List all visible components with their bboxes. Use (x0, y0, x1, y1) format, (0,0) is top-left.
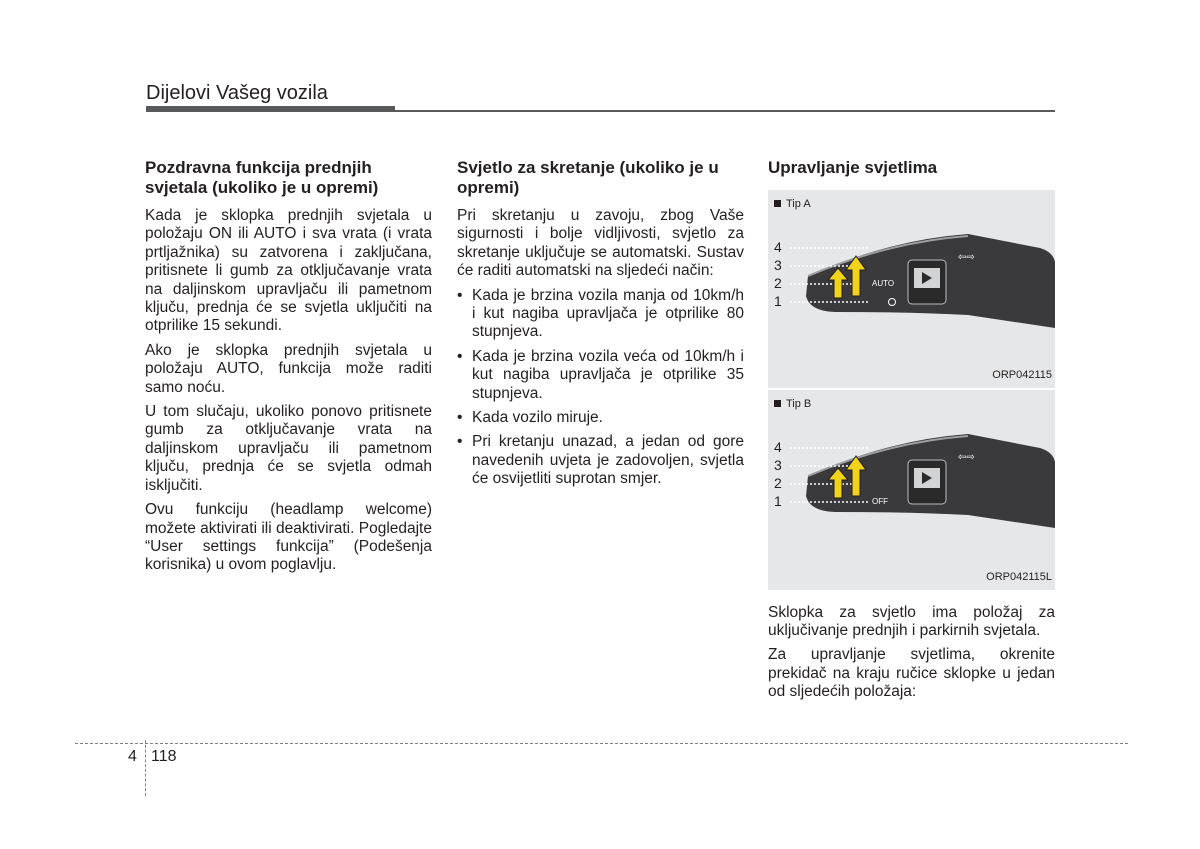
light-switch-stalk-illustration (768, 390, 1055, 588)
list-item: • Kada je brzina vozila veća od 10km/h i kut nagiba upravljača je otprilike 35 stupnjeva. (457, 347, 744, 402)
figure-label: Tip A (774, 195, 811, 213)
paragraph: U tom slučaju, ukoliko ponovo pritisnete gumb za otključavanje vrata na daljinskom upravljaču ili pametnom ključu, prednja će se svjetla odmah isključiti. (145, 403, 432, 494)
figures (768, 190, 1055, 590)
footer-rule (75, 743, 1128, 744)
column-light-control (768, 158, 1055, 708)
header-rule-thin (395, 110, 1055, 112)
figure-tip-a (768, 190, 1055, 388)
condition-list (457, 287, 744, 489)
paragraph: Kada je sklopka prednjih svjetala u položaju ON ili AUTO i sva vrata (i vrata prtljažnika) su zatvorena i zaključana, pritisnete li gumb za otključavanje vrata na daljinskom upravljaču ili pametnom ključu, prednja će se svjetla uključiti na otprilike 15 sekundi. (145, 207, 432, 335)
figure-tip-b (768, 390, 1055, 590)
bullet: • (457, 433, 463, 451)
header-rule-thick (146, 106, 395, 112)
list-item: • Kada je brzina vozila manja od 10km/h i kut nagiba upravljača je otprilike 80 stupnjeva. (457, 286, 744, 341)
list-item: • Kada vozilo miruje. (457, 409, 603, 427)
footer-divider (145, 740, 146, 796)
figure-code: ORP042115 (992, 369, 1052, 382)
paragraph: Ako je sklopka prednjih svjetala u položaju AUTO, funkcija može raditi samo noću. (145, 341, 432, 396)
heading-light-control: Upravljanje svjetlima (768, 158, 938, 177)
switch-position-label: OFF (872, 496, 888, 506)
light-switch-stalk-illustration (768, 190, 1055, 388)
list-item: • Pri kretanju unazad, a jedan od gore navedenih uvjeta je zadovoljen, svjetla će osvijetliti suprotan smjer. (457, 433, 744, 488)
heading-welcome-function: Pozdravna funkcija prednjih svjetala (ukoliko je u opremi) (145, 158, 379, 197)
position-numbers: 4 3 2 1 (774, 238, 782, 309)
svg-text:⇦⇨: ⇦⇨ (958, 451, 975, 463)
page-number: 118 (151, 748, 177, 765)
position-numbers: 4 3 2 1 (774, 438, 782, 509)
paragraph: Sklopka za svjetlo ima položaj za uključivanje prednjih i parkirnih svjetala. (768, 603, 1055, 639)
column-welcome-function (145, 158, 432, 581)
paragraph: Za upravljanje svjetlima, okrenite prekidač na kraju ručice sklopke u jedan od sljedećih položaja: (768, 646, 1055, 701)
figure-label: Tip B (774, 395, 811, 413)
heading-cornering-light: Svjetlo za skretanje (ukoliko je u opremi) (457, 158, 719, 197)
bullet: • (457, 347, 463, 365)
column-cornering-light (457, 158, 744, 495)
figure-code: ORP042115L (986, 571, 1052, 584)
paragraph: Pri skretanju u zavoju, zbog Vaše sigurnosti i bolje vidljivosti, svjetlo za skretanje uključuje se automatski. Sustav će raditi automatski na sljedeći način: (457, 207, 744, 280)
section-title: Dijelovi Vašeg vozila (146, 82, 328, 104)
section-number: 4 (128, 748, 137, 765)
bullet: • (457, 286, 463, 304)
bullet: • (457, 409, 463, 427)
switch-position-label: AUTO (872, 278, 895, 288)
paragraph: Ovu funkciju (headlamp welcome) možete aktivirati ili deaktivirati. Pogledajte “User settings funkcija” (Podešenja korisnika) u ovom poglavlju. (145, 501, 432, 574)
svg-text:⇦⇨: ⇦⇨ (958, 251, 975, 263)
